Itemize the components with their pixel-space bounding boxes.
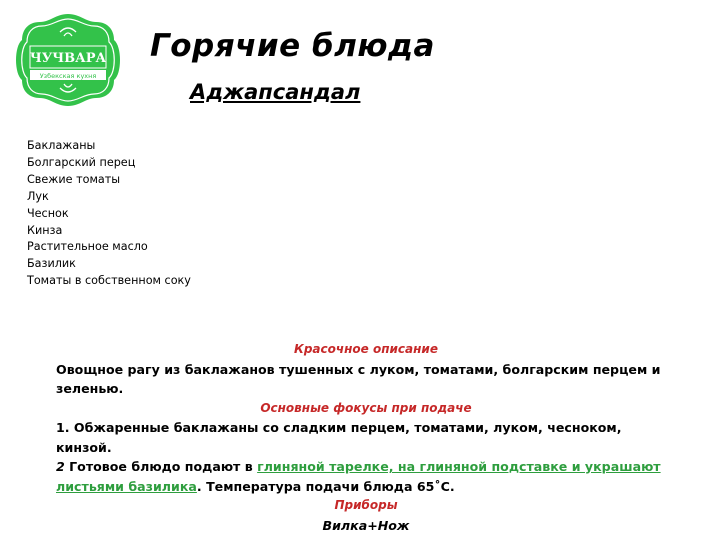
ingredient-item: Баклажаны xyxy=(27,139,96,152)
ingredient-item: Кинза xyxy=(27,223,63,237)
logo-brand: ЧУЧВАРА xyxy=(29,51,107,66)
serving-line-2-number: 2 xyxy=(56,459,65,474)
ingredient-item: Томаты в собственном соку xyxy=(27,274,191,288)
description-text: Овощное рагу из баклажанов тушенных с луком, томатами, болгарским перцем и зеленью. xyxy=(56,361,661,396)
ingredient-item: Растительное масло xyxy=(27,240,148,254)
dish-description-block xyxy=(56,340,676,535)
serving-plate-link[interactable]: глиняной тарелке, на глиняной подставке и украшают листьями базилика xyxy=(56,459,661,494)
cutlery-heading: Приборы xyxy=(334,498,398,512)
ingredient-item: Базилик xyxy=(27,257,76,271)
description-heading: Красочное описание xyxy=(294,342,438,356)
serving-line-2 xyxy=(56,457,676,496)
ingredient-item: Чеснок xyxy=(27,206,69,220)
serving-line-2-start: Готовое блюдо подают в xyxy=(64,459,258,474)
serving-line-1: 1. Обжаренные баклажаны со сладким перцем, томатами, луком, чесноком, кинзой. xyxy=(56,420,622,455)
dish-name: Аджапсандал xyxy=(190,80,361,104)
ingredients-list xyxy=(27,138,191,290)
page-title: Горячие блюда xyxy=(150,28,435,64)
serving-heading: Основные фокусы при подаче xyxy=(260,400,472,415)
serving-temperature: . Температура подачи блюда 65˚С. xyxy=(196,478,455,494)
ingredient-item: Лук xyxy=(27,189,49,203)
restaurant-logo xyxy=(8,10,128,110)
ingredient-item: Свежие томаты xyxy=(27,172,121,186)
ingredient-item: Болгарский перец xyxy=(27,155,136,169)
logo-tagline: Узбекская кухня xyxy=(39,72,97,80)
cutlery-value: Вилка+Нож xyxy=(322,517,410,533)
